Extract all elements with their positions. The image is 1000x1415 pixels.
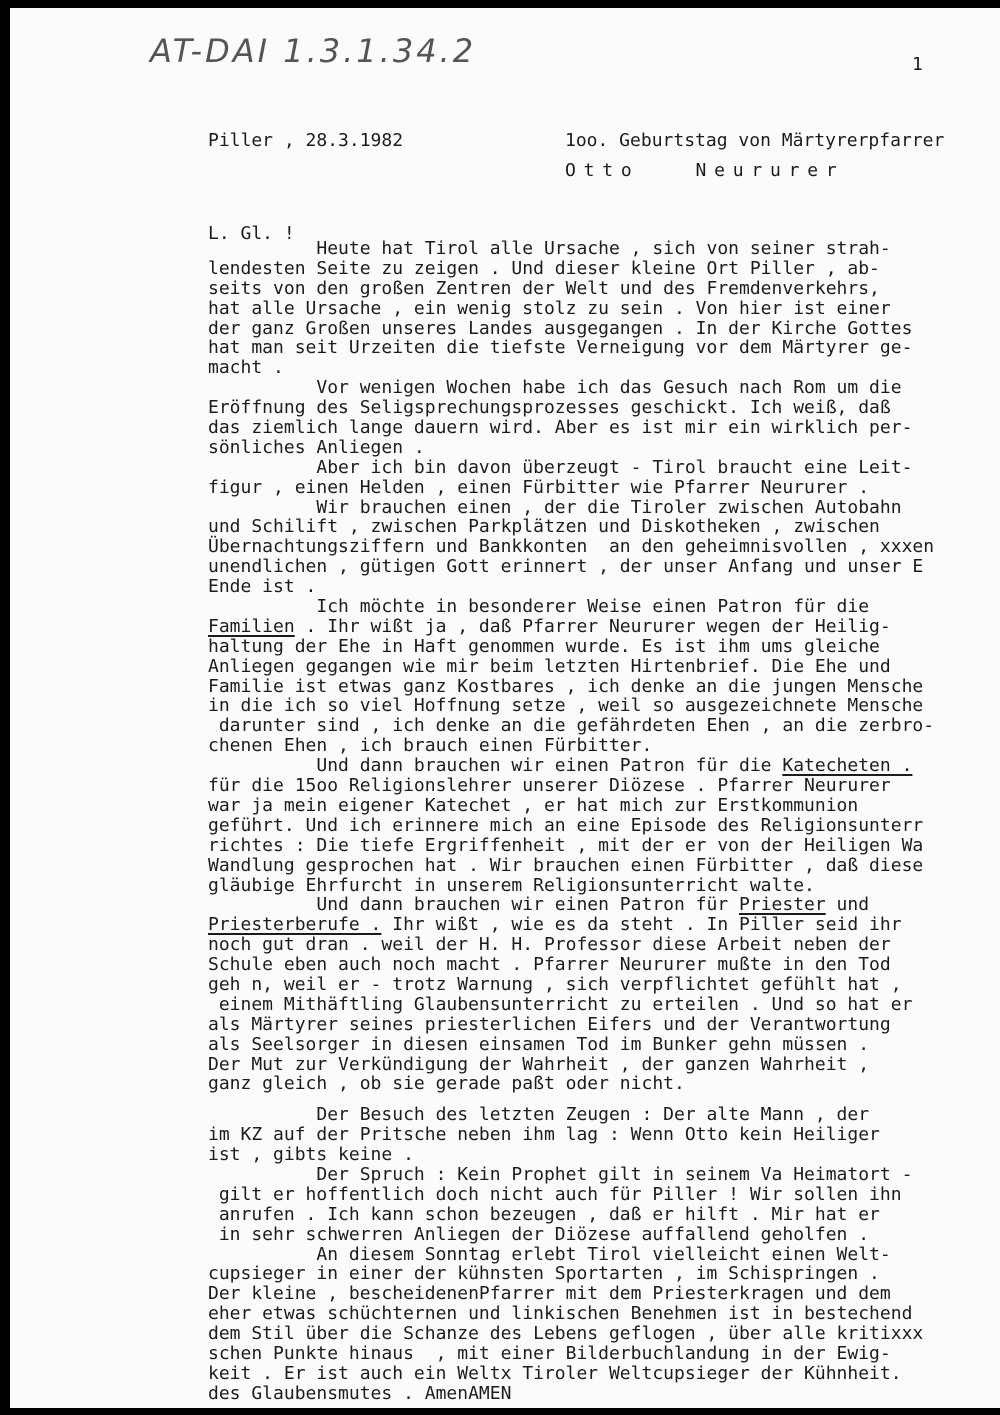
- letter-line: hat man seit Urzeiten die tiefste Verneigung vor dem Märtyrer ge-: [208, 337, 913, 359]
- document-page: [10, 8, 1000, 1408]
- letter-line: figur , einen Helden , einen Fürbitter wie Pfarrer Neururer .: [208, 476, 870, 498]
- letter-line: Priesterberufe . Ihr wißt , wie es da steht . In Piller seid ihr: [208, 914, 902, 936]
- letter-line: schen Punkte hinaus , mit einer Bilderbuchlandung in der Ewig-: [208, 1342, 891, 1364]
- letter-line: darunter sind , ich denke an die gefährdeten Ehen , an die zerbro-: [208, 715, 935, 737]
- letter-line: Übernachtungsziffern und Bankkonten an den geheimnisvollen , xxxen: [208, 536, 935, 558]
- letter-line: für die 15oo Religionslehrer unserer Diözese . Pfarrer Neururer: [208, 775, 891, 797]
- letter-line: einem Mithäftling Glaubensunterricht zu erteilen . Und so hat er: [208, 993, 913, 1015]
- letter-line: als Märtyrer seines priesterlichen Eifers und der Verantwortung: [208, 1013, 891, 1035]
- letter-line: Der Spruch : Kein Prophet gilt in seinem Va Heimatort -: [208, 1163, 913, 1185]
- letter-line: Vor wenigen Wochen habe ich das Gesuch nach Rom um die: [208, 377, 902, 399]
- letter-line: in die ich so viel Hoffnung setze , weil so ausgezeichnete Mensche: [208, 695, 924, 717]
- letter-line: An diesem Sonntag erlebt Tirol vielleicht einen Welt-: [208, 1243, 891, 1265]
- letter-line: anrufen . Ich kann schon bezeugen , daß er hilft . Mir hat er: [208, 1203, 880, 1225]
- letter-line: cupsieger in einer der kühnsten Sportarten , im Schispringen .: [208, 1263, 880, 1285]
- letter-line: ganz gleich , ob sie gerade paßt oder nicht.: [208, 1073, 685, 1095]
- letter-line: eher etwas schüchternen und linkischen Benehmen ist in bestechend: [208, 1303, 913, 1325]
- letter-line: Ich möchte in besonderer Weise einen Patron für die: [208, 596, 870, 618]
- letter-line: macht .: [208, 357, 284, 379]
- letter-line: Ende ist .: [208, 576, 317, 598]
- letter-line: noch gut dran . weil der H. H. Professor diese Arbeit neben der: [208, 934, 891, 956]
- letter-line: und Schilift , zwischen Parkplätzen und Diskotheken , zwischen: [208, 516, 880, 538]
- letter-line: Der kleine , bescheidenenPfarrer mit dem Priesterkragen und dem: [208, 1283, 891, 1305]
- letter-line: geführt. Und ich erinnere mich an eine Episode des Religionsunterr: [208, 814, 924, 836]
- letter-line: Eröffnung des Seligsprechungsprozesses geschickt. Ich weiß, daß: [208, 397, 891, 419]
- letter-line: im KZ auf der Pritsche neben ihm lag : Wenn Otto kein Heiliger: [208, 1124, 880, 1146]
- letter-line: Wir brauchen einen , der die Tiroler zwischen Autobahn: [208, 496, 902, 518]
- letter-line: seits von den großen Zentren der Welt und des Fremdenverkehrs,: [208, 277, 880, 299]
- letter-line: unendlichen , gütigen Gott erinnert , der unser Anfang und unser E: [208, 556, 924, 578]
- letter-line: keit . Er ist auch ein Weltx Tiroler Weltcupsieger der Kühnheit.: [208, 1362, 902, 1384]
- letter-line: dem Stil über die Schanze des Lebens geflogen , über alle kritixxx: [208, 1323, 924, 1345]
- letter-line: lendesten Seite zu zeigen . Und dieser kleine Ort Piller , ab-: [208, 257, 880, 279]
- letter-line: Der Mut zur Verkündigung der Wahrheit , der ganzen Wahrheit ,: [208, 1053, 870, 1075]
- letter-line: hat alle Ursache , ein wenig stolz zu sein . Von hier ist einer: [208, 297, 891, 319]
- page-number: 1: [912, 54, 923, 75]
- archive-handwritten-note: AT-DAI 1.3.1.34.2: [150, 32, 477, 70]
- letter-line: Der Besuch des letzten Zeugen : Der alte Mann , der: [208, 1104, 870, 1126]
- letter-line: war ja mein eigener Katechet , er hat mich zur Erstkommunion: [208, 794, 859, 816]
- letter-line: Heute hat Tirol alle Ursache , sich von seiner strah-: [208, 239, 891, 259]
- place-date: Piller , 28.3.1982: [208, 130, 404, 151]
- letter-line: gläubige Ehrfurcht in unserem Religionsunterricht walte.: [208, 874, 815, 896]
- letter-line: des Glaubensmutes . AmenAMEN: [208, 1382, 512, 1404]
- letter-line: als Seelsorger in diesen einsamen Tod im Bunker gehn müssen .: [208, 1033, 870, 1055]
- letter-line: ist , gibts keine .: [208, 1144, 414, 1166]
- letter-line: Familie ist etwas ganz Kostbares , ich denke an die jungen Mensche: [208, 675, 924, 697]
- letter-line: geh n, weil er - trotz Warnung , sich verpflichtet gefühlt hat ,: [208, 973, 902, 995]
- letter-line: Familien . Ihr wißt ja , daß Pfarrer Neururer wegen der Heilig-: [208, 615, 891, 637]
- letter-line: haltung der Ehe in Haft genommen wurde. Es ist ihm ums gleiche: [208, 635, 880, 657]
- letter-line: chenen Ehen , ich brauch einen Fürbitter.: [208, 735, 653, 757]
- letter-line: Wandlung gesprochen hat . Wir brauchen einen Fürbitter , daß diese: [208, 854, 924, 876]
- letter-line: der ganz Großen unseres Landes ausgegangen . In der Kirche Gottes: [208, 317, 913, 339]
- honoree-name: Otto Neururer: [565, 160, 845, 181]
- letter-body: [208, 239, 1000, 1404]
- occasion-title: 1oo. Geburtstag von Märtyrerpfarrer: [565, 130, 945, 151]
- letter-line: Schule eben auch noch macht . Pfarrer Neururer mußte in den Tod: [208, 954, 891, 976]
- letter-line: Und dann brauchen wir einen Patron für Priester und: [208, 894, 870, 916]
- salutation: L. Gl. !: [208, 223, 295, 244]
- letter-line: sönliches Anliegen .: [208, 436, 425, 458]
- letter-line: Aber ich bin davon überzeugt - Tirol braucht eine Leit-: [208, 456, 913, 478]
- letter-line: das ziemlich lange dauern wird. Aber es ist mir ein wirklich per-: [208, 417, 913, 439]
- letter-line: richtes : Die tiefe Ergriffenheit , mit der er von der Heiligen Wa: [208, 834, 924, 856]
- letter-line: gilt er hoffentlich doch nicht auch für Piller ! Wir sollen ihn: [208, 1183, 902, 1205]
- letter-line: in sehr schwerren Anliegen der Diözese auffallend geholfen .: [208, 1223, 870, 1245]
- letter-line: Und dann brauchen wir einen Patron für die Katecheten .: [208, 755, 913, 777]
- letter-line: Anliegen gegangen wie mir beim letzten Hirtenbrief. Die Ehe und: [208, 655, 891, 677]
